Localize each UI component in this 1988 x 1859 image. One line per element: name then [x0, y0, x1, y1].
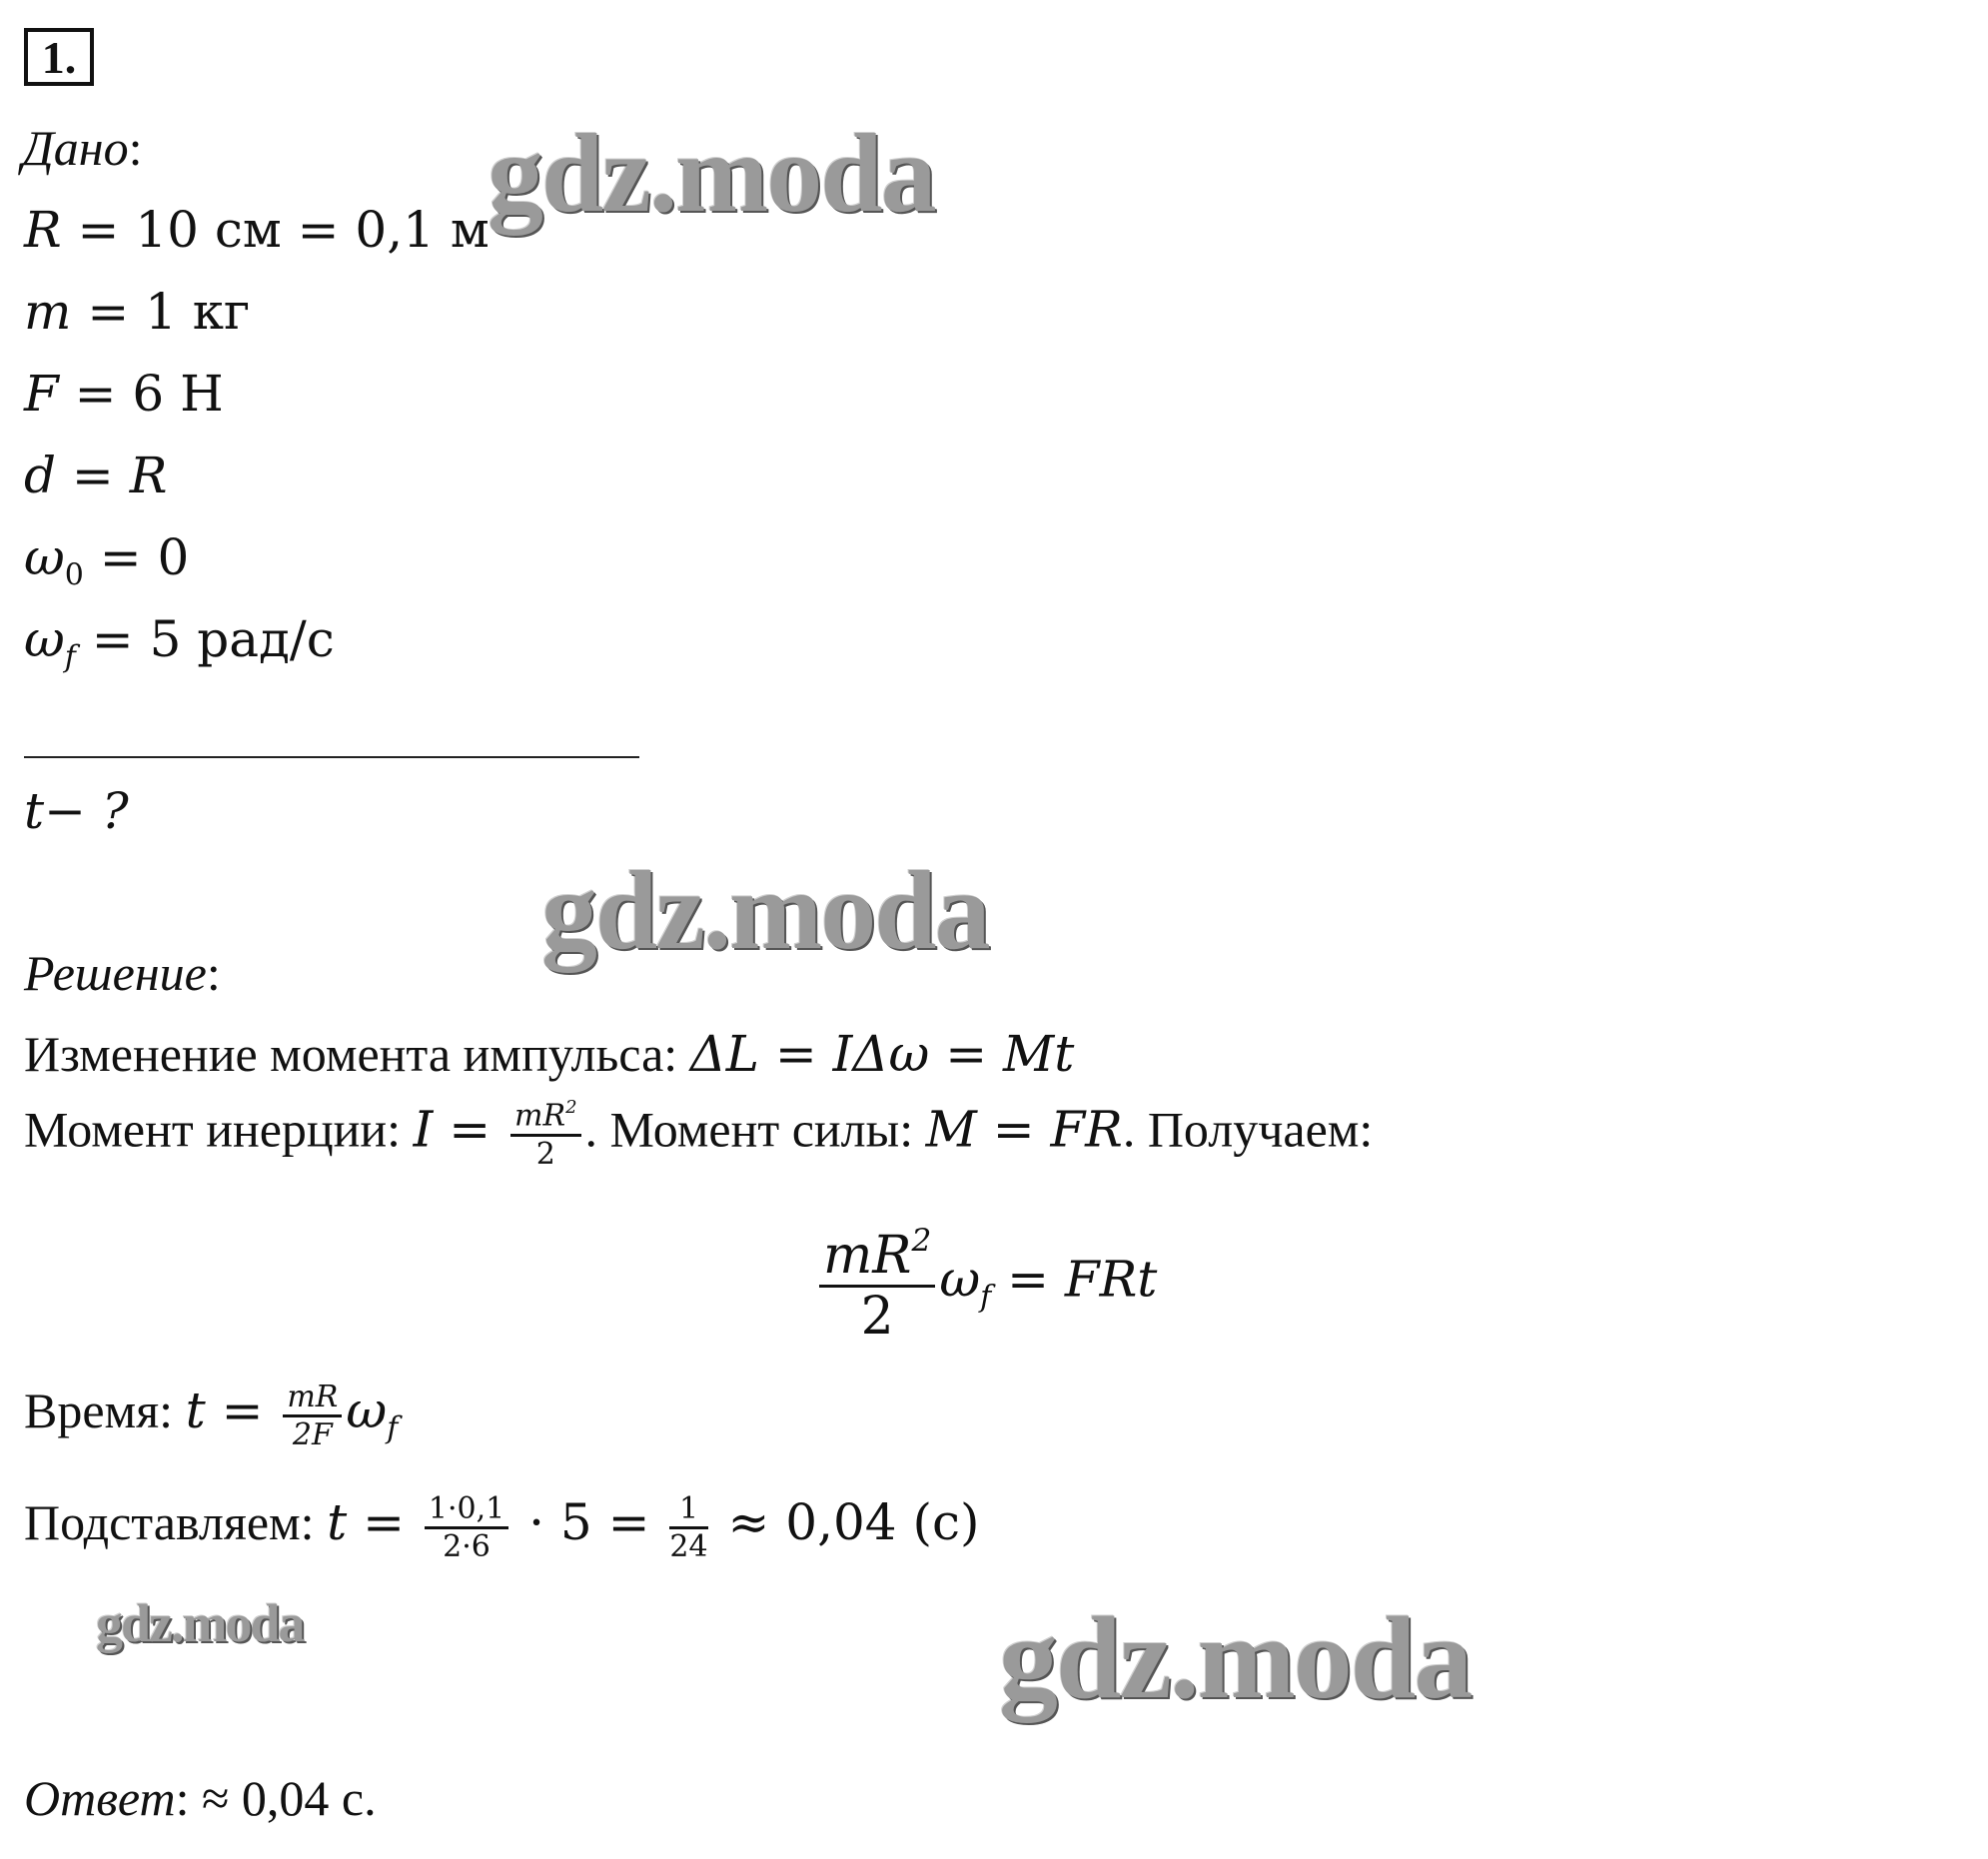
given-heading-line: Дано: — [22, 120, 143, 176]
watermark: gdz.moda — [488, 112, 935, 236]
equation-fraction: $\frac{mR^2}{2}$ — [819, 1225, 935, 1345]
answer-heading: Ответ — [24, 1770, 176, 1826]
answer-value: : ≈ 0,04 с. — [175, 1770, 377, 1826]
solution-line-time: Время: t = $\frac{mR}{2F}$ $\omega_f$ — [24, 1379, 399, 1453]
watermark: gdz.moda — [541, 849, 989, 973]
solution-line-substitution: Подставляем: t = $\frac{1\cdot 0,1}{2\cdot 6}$ · 5 = $\frac{1}{24}$ ≈ 0,04 (c) — [24, 1490, 980, 1565]
solution-heading-line: Решение: — [24, 945, 221, 1001]
unknown-quantity: t− ? — [24, 782, 129, 840]
solution-line-inertia: Момент инерции: I = $\frac{mR^2}{2}$ . Момент силы: M = FR. Получаем: — [24, 1097, 1374, 1173]
given-heading: Дано — [22, 120, 129, 176]
solution-equation: $\frac{mR^2}{2}$ $\omega_f$ = FRt — [815, 1225, 1157, 1345]
given-divider — [24, 756, 639, 758]
given-line-arm: d = R — [24, 447, 168, 504]
inertia-fraction: $\frac{mR^2}{2}$ — [510, 1099, 581, 1171]
solution-line-momentum: Изменение момента импульса: ΔL = IΔω = Mt — [24, 1025, 1075, 1083]
substitution-fraction-2: $\frac{1}{24}$ — [669, 1490, 708, 1565]
given-line-omega-f: $\omega_f = 5$ рад/с — [24, 610, 335, 675]
watermark: gdz.moda — [96, 1593, 304, 1653]
given-line-mass: m = 1 кг — [24, 283, 251, 341]
time-fraction: $\frac{mR}{2F}$ — [283, 1382, 342, 1451]
solution-heading: Решение — [24, 945, 207, 1001]
given-line-omega-0: $\omega_0 = 0$ — [24, 528, 190, 593]
substitution-fraction-1: $\frac{1\cdot 0,1}{2\cdot 6}$ — [425, 1493, 508, 1563]
answer-line — [24, 1768, 377, 1828]
given-line-radius: R = 10 см = 0,1 м — [24, 201, 490, 259]
watermark: gdz.moda — [999, 1592, 1472, 1723]
given-line-force: F = 6 Н — [24, 365, 224, 423]
problem-number: 1. — [24, 28, 94, 86]
